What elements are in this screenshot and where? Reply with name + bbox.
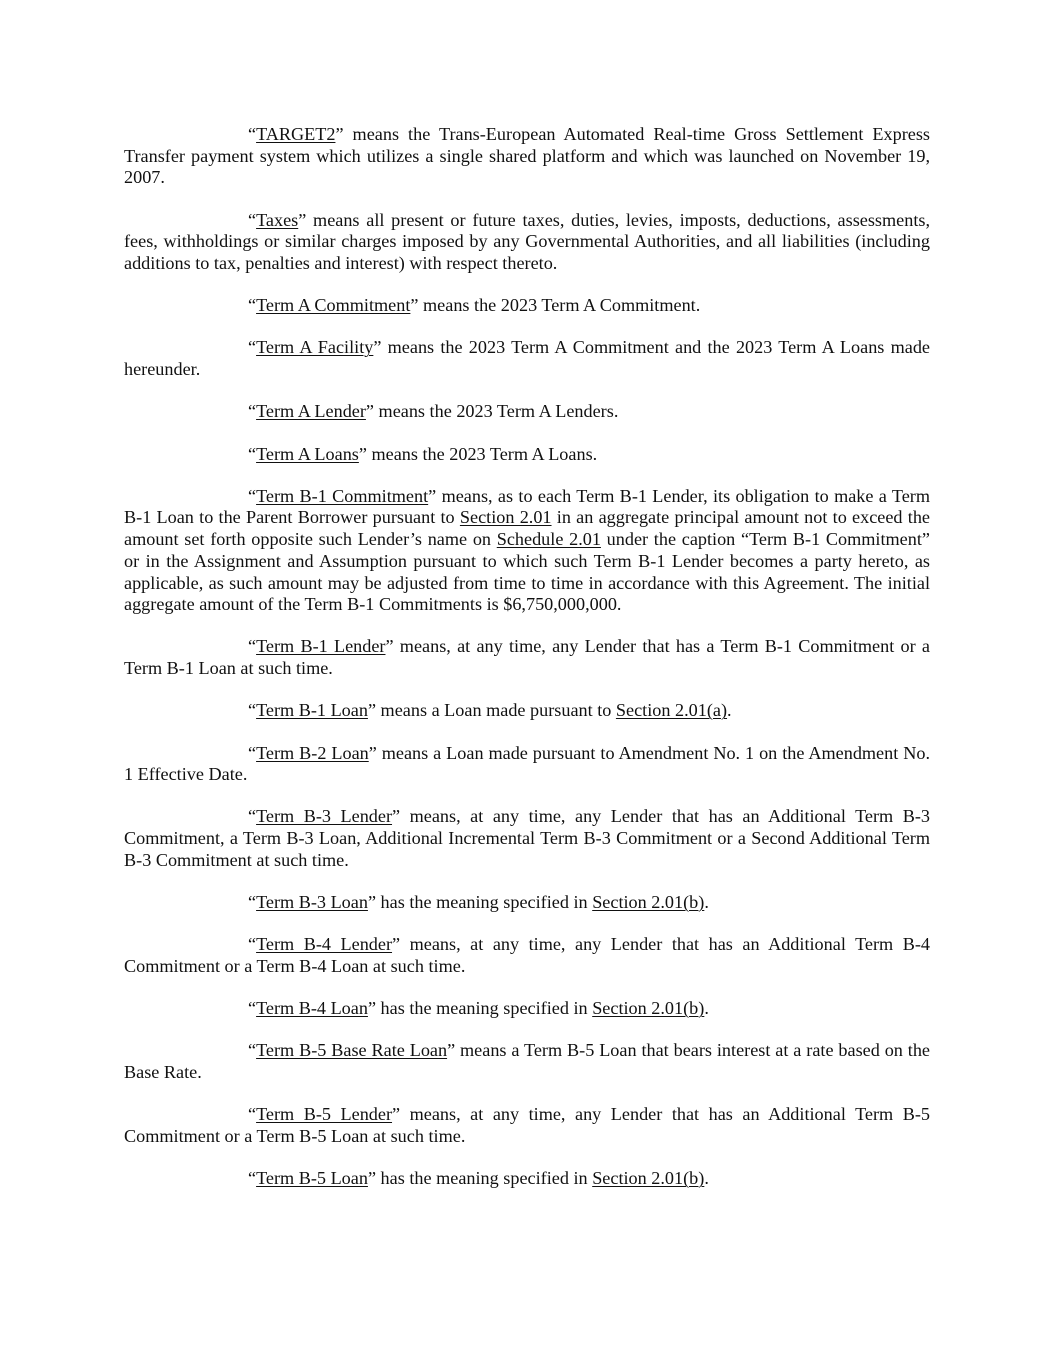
definition-text: “ (248, 209, 257, 230)
definition-text: “ (248, 401, 257, 422)
defined-term: Term B-2 Loan (256, 742, 369, 763)
definition-text: ” means a Loan made pursuant to (367, 700, 616, 721)
definition-text: ” means, at any time, any Lender that has a Term B-1 Commitment or a Term B-1 Loan at such time. (124, 636, 930, 679)
definition-paragraph (124, 337, 930, 380)
defined-term: Term A Lender (256, 401, 366, 422)
cross-reference: Schedule 2.01 (496, 529, 601, 550)
defined-term: Term B-3 Loan (256, 892, 368, 913)
defined-term: Term B-3 Lender (256, 806, 393, 827)
definition-text: “ (248, 485, 257, 506)
definition-text: “ (248, 892, 257, 913)
definition-text: in an aggregate principal amount not to exceed the amount set forth opposite such Lender’s name on (124, 507, 930, 550)
definition-paragraph (124, 401, 930, 423)
definition-text: ” means a Term B-5 Loan that bears interest at a rate based on the Base Rate. (124, 1040, 930, 1083)
definition-text: . (704, 1168, 709, 1189)
cross-reference: Section 2.01(b) (592, 892, 705, 913)
definition-paragraph (124, 998, 930, 1020)
definition-text: “ (248, 742, 257, 763)
cross-reference: Section 2.01(b) (592, 998, 705, 1019)
cross-reference: Section 2.01 (459, 507, 552, 528)
definition-text: “ (248, 700, 257, 721)
definition-paragraph (124, 295, 930, 317)
defined-term: Term B-4 Lender (256, 934, 393, 955)
defined-term: Term A Facility (256, 337, 374, 358)
definition-paragraph (124, 636, 930, 679)
definition-text: ” has the meaning specified in (367, 892, 593, 913)
defined-term: Term B-1 Loan (256, 700, 368, 721)
definition-paragraph (124, 934, 930, 977)
defined-term: Term B-5 Loan (256, 1168, 368, 1189)
definition-text: “ (248, 1104, 257, 1125)
definition-text: “ (248, 1040, 257, 1061)
defined-term: Taxes (256, 209, 299, 230)
definition-text: ” means the 2023 Term A Commitment. (410, 295, 701, 316)
definition-text: ” means, at any time, any Lender that has an Additional Term B-4 Commitment or a Term B-4 Loan at such time. (124, 934, 930, 976)
defined-term: Term B-1 Lender (256, 636, 386, 657)
definition-text: “ (248, 124, 257, 144)
definition-text: ” means all present or future taxes, duties, levies, imposts, deductions, assessments, fees, withholdings or similar charges imposed by any Governmental Authorities, and all liabilities (including additions to tax, penalties and interest) with respect thereto. (124, 209, 930, 274)
definition-paragraph (124, 1104, 930, 1147)
definition-paragraph (124, 124, 930, 189)
definition-text: “ (248, 806, 257, 827)
definition-text: ” means, at any time, any Lender that has an Additional Term B-3 Commitment, a Term B-3 Loan, Additional Incremental Term B-3 Commitment or a Second Additional Term B-3 Commitment at such time. (124, 806, 930, 870)
definition-text: ” means the 2023 Term A Lenders. (365, 401, 619, 422)
definition-paragraph (124, 743, 930, 786)
definition-text: “ (248, 337, 257, 358)
definition-text: under the caption “Term B-1 Commitment” or in the Assignment and Assumption pursuant to which such Term B-1 Lender becomes a party hereto, as applicable, as such amount may be adjusted from time to time in accordance with this Agreement. The initial aggregate amount of the Term B-1 Commitments is $6,750,000,000. (124, 529, 930, 615)
cross-reference: Section 2.01(a) (615, 700, 728, 721)
definition-text: ” has the meaning specified in (367, 1168, 593, 1189)
definition-paragraph (124, 444, 930, 466)
definition-text: . (704, 892, 709, 913)
defined-term: Term A Commitment (256, 295, 411, 316)
cross-reference: Section 2.01(b) (592, 1168, 705, 1189)
definition-paragraph (124, 806, 930, 871)
definition-paragraph (124, 892, 930, 914)
defined-term: Term B-4 Loan (256, 998, 368, 1019)
defined-term: TARGET2 (256, 124, 336, 144)
definition-text: ” means the 2023 Term A Loans. (358, 443, 598, 464)
definition-paragraph (124, 210, 930, 275)
definition-text: “ (248, 998, 257, 1019)
definition-text: ” means the Trans-European Automated Real-time Gross Settlement Express Transfer payment system which utilizes a single shared platform and which was launched on November 19, 2007. (124, 124, 930, 188)
definition-text: “ (248, 295, 257, 316)
defined-term: Term B-5 Base Rate Loan (256, 1040, 448, 1061)
definition-text: “ (248, 636, 257, 657)
definition-text: “ (248, 1168, 257, 1189)
definition-text: “ (248, 934, 257, 955)
defined-term: Term B-1 Commitment (256, 485, 429, 506)
definition-paragraph (124, 1168, 930, 1190)
definition-text: ” has the meaning specified in (367, 998, 593, 1019)
defined-term: Term B-5 Lender (256, 1104, 393, 1125)
definition-text: ” means the 2023 Term A Commitment and the 2023 Term A Loans made hereunder. (124, 337, 930, 380)
definition-text: . (704, 998, 709, 1019)
definition-text: ” means, at any time, any Lender that has an Additional Term B-5 Commitment or a Term B-5 Loan at such time. (124, 1104, 930, 1146)
definition-paragraph (124, 700, 930, 722)
definition-text: . (727, 700, 732, 721)
document-page (124, 124, 930, 1210)
definition-paragraph (124, 1040, 930, 1083)
definition-text: “ (248, 443, 257, 464)
definition-paragraph (124, 486, 930, 616)
defined-term: Term A Loans (256, 443, 359, 464)
definition-text: ” means a Loan made pursuant to Amendment No. 1 on the Amendment No. 1 Effective Date. (124, 742, 930, 785)
definition-text: ” means, as to each Term B-1 Lender, its obligation to make a Term B-1 Loan to the Parent Borrower pursuant to (124, 485, 931, 528)
